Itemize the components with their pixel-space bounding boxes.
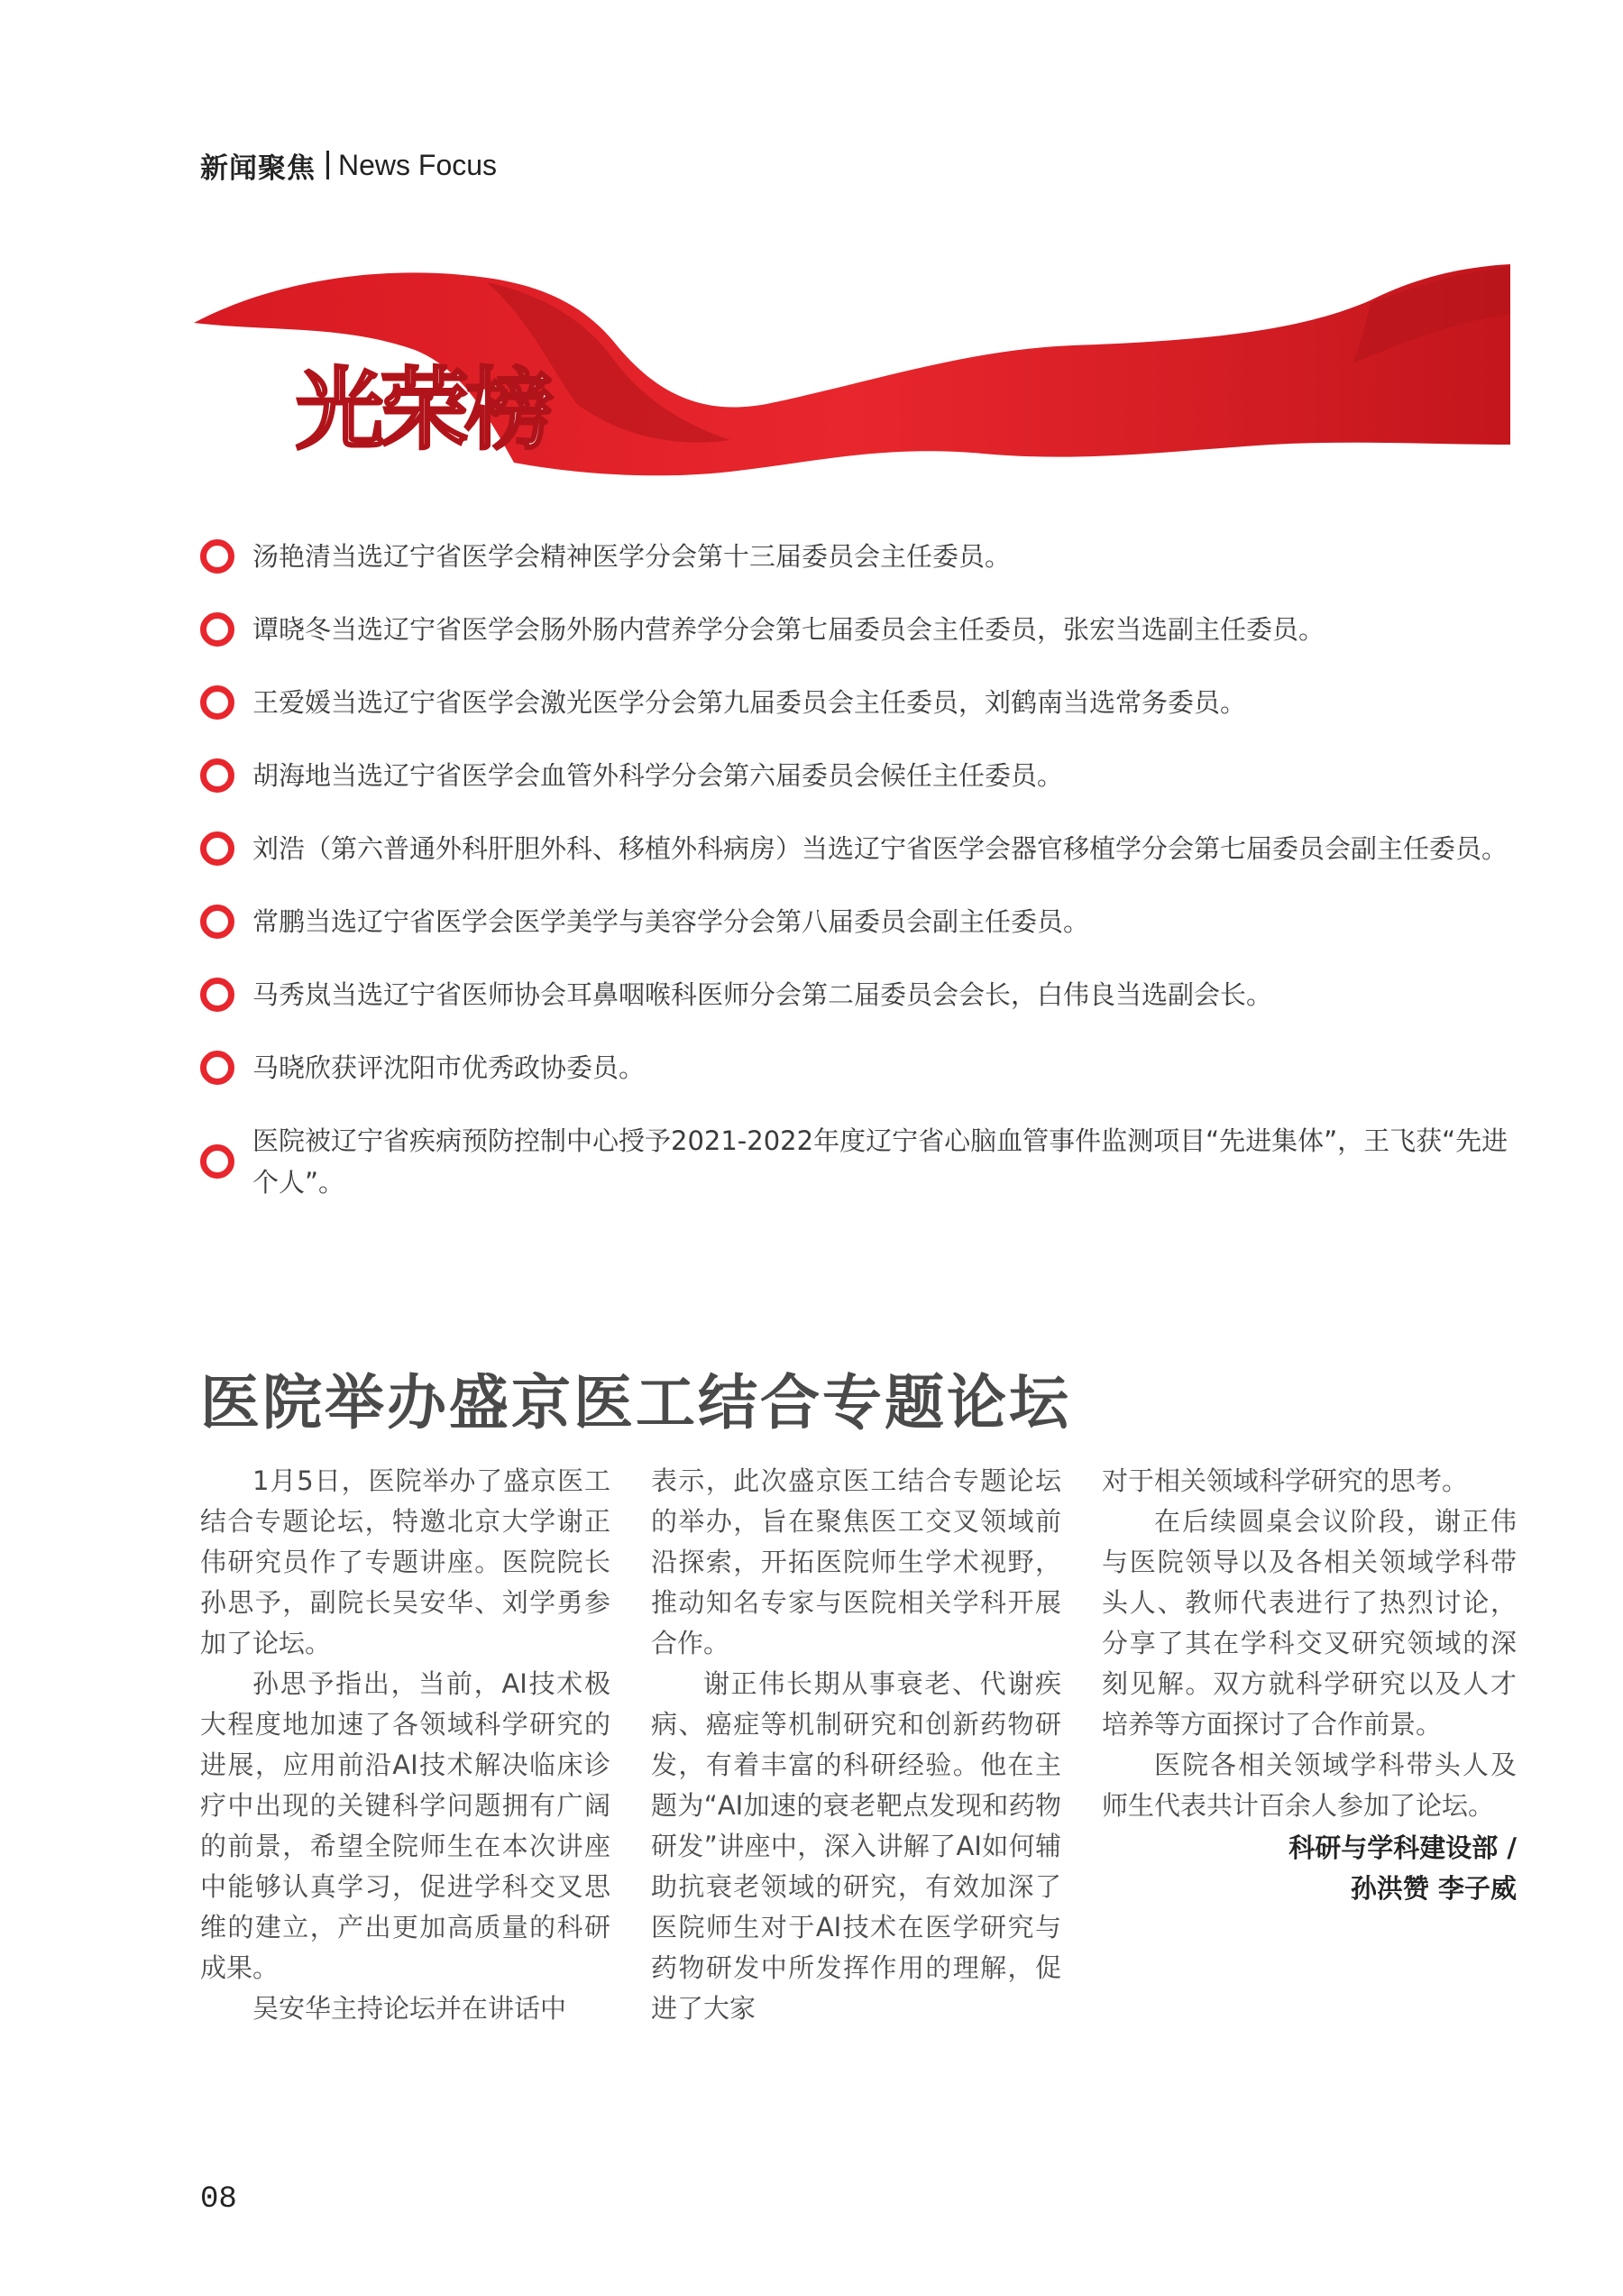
article-column-1 bbox=[200, 1461, 610, 2029]
byline-authors: 孙洪赞 李子威 bbox=[1350, 1873, 1517, 1904]
red-ring-icon bbox=[200, 1051, 234, 1085]
paragraph: 在后续圆桌会议阶段，谢正伟与医院领导以及各相关领域学科带头人、教师代表进行了热烈讨论，分享了其在学科交叉研究领域的深刻见解。双方就科学研究以及人才培养等方面探讨了合作前景。 bbox=[1102, 1506, 1517, 1740]
article-column-3 bbox=[1102, 1461, 1517, 1909]
list-item bbox=[200, 1047, 1517, 1088]
list-item bbox=[200, 536, 1517, 577]
paragraph: 1月5日，医院举办了盛京医工结合专题论坛，特邀北京大学谢正伟研究员作了专题讲座。医院院长孙思予，副院长吴安华、刘学勇参加了论坛。 bbox=[200, 1465, 610, 1658]
paragraph: 谢正伟长期从事衰老、代谢疾病、癌症等机制研究和创新药物研发，有着丰富的科研经验。他在主题为“AI加速的衰老靶点发现和药物研发”讲座中，深入讲解了AI如何辅助抗衰老领域的研究，有效加深了医院师生对于AI技术在医学研究与药物研发中所发挥作用的理解，促进了大家 bbox=[651, 1668, 1061, 2024]
honor-text: 胡海地当选辽宁省医学会血管外科学分会第六届委员会候任主任委员。 bbox=[252, 760, 1064, 791]
byline-department: 科研与学科建设部 / bbox=[1288, 1832, 1517, 1863]
byline bbox=[1102, 1828, 1517, 1909]
red-ring-icon bbox=[200, 685, 234, 720]
red-ring-icon bbox=[200, 978, 234, 1012]
list-item bbox=[200, 974, 1517, 1015]
honor-text: 马晓欣获评沈阳市优秀政协委员。 bbox=[252, 1052, 646, 1083]
paragraph: 对于相关领域科学研究的思考。 bbox=[1102, 1465, 1469, 1496]
paragraph: 吴安华主持论坛并在讲话中 bbox=[252, 1993, 567, 2024]
honor-text: 王爱媛当选辽宁省医学会激光医学分会第九届委员会主任委员，刘鹤南当选常务委员。 bbox=[252, 687, 1247, 718]
section-name-en: News Focus bbox=[338, 148, 498, 181]
section-name: 新闻聚焦 bbox=[200, 152, 316, 185]
paragraph: 表示，此次盛京医工结合专题论坛的举办，旨在聚焦医工交叉领域前沿探索，开拓医院师生学术视野，推动知名专家与医院相关学科开展合作。 bbox=[651, 1465, 1061, 1658]
list-item bbox=[200, 828, 1517, 869]
honor-text: 刘浩（第六普通外科肝胆外科、移植外科病房）当选辽宁省医学会器官移植学分会第七届委员会副主任委员。 bbox=[252, 833, 1508, 864]
list-item bbox=[200, 609, 1517, 650]
list-item bbox=[200, 755, 1517, 796]
honor-text: 马秀岚当选辽宁省医师协会耳鼻咽喉科医师分会第二届委员会会长，白伟良当选副会长。 bbox=[252, 979, 1273, 1010]
article-column-2 bbox=[651, 1461, 1061, 2029]
section-header bbox=[200, 142, 497, 188]
section-divider bbox=[326, 151, 329, 179]
red-ring-icon bbox=[200, 831, 234, 866]
list-item bbox=[200, 682, 1517, 723]
list-item bbox=[200, 901, 1517, 942]
list-item bbox=[200, 1120, 1517, 1203]
page-number: 08 bbox=[200, 2182, 237, 2217]
honor-text: 谭晓冬当选辽宁省医学会肠外肠内营养学分会第七届委员会主任委员，张宏当选副主任委员。 bbox=[252, 614, 1325, 645]
honor-text: 医院被辽宁省疾病预防控制中心授予2021-2022年度辽宁省心脑血管事件监测项目“先进集体”，王飞获“先进个人”。 bbox=[252, 1125, 1508, 1198]
red-ring-icon bbox=[200, 1144, 234, 1179]
paragraph: 孙思予指出，当前，AI技术极大程度地加速了各领域科学研究的进展，应用前沿AI技术解决临床诊疗中出现的关键科学问题拥有广阔的前景，希望全院师生在本次讲座中能够认真学习，促进学科交叉思维的建立，产出更加高质量的科研成果。 bbox=[200, 1668, 610, 1983]
red-ring-icon bbox=[200, 905, 234, 939]
honor-banner bbox=[189, 260, 1515, 485]
honor-text: 汤艳清当选辽宁省医学会精神医学分会第十三届委员会主任委员。 bbox=[252, 541, 1012, 572]
red-ring-icon bbox=[200, 539, 234, 574]
banner-title: 光荣榜 bbox=[296, 359, 551, 462]
honor-text: 常鹏当选辽宁省医学会医学美学与美容学分会第八届委员会副主任委员。 bbox=[252, 906, 1090, 937]
red-ring-icon bbox=[200, 612, 234, 647]
paragraph: 医院各相关领域学科带头人及师生代表共计百余人参加了论坛。 bbox=[1102, 1750, 1517, 1821]
article-title: 医院举办盛京医工结合专题论坛 bbox=[200, 1368, 1071, 1437]
honor-list bbox=[200, 536, 1517, 1235]
red-ring-icon bbox=[200, 758, 234, 793]
